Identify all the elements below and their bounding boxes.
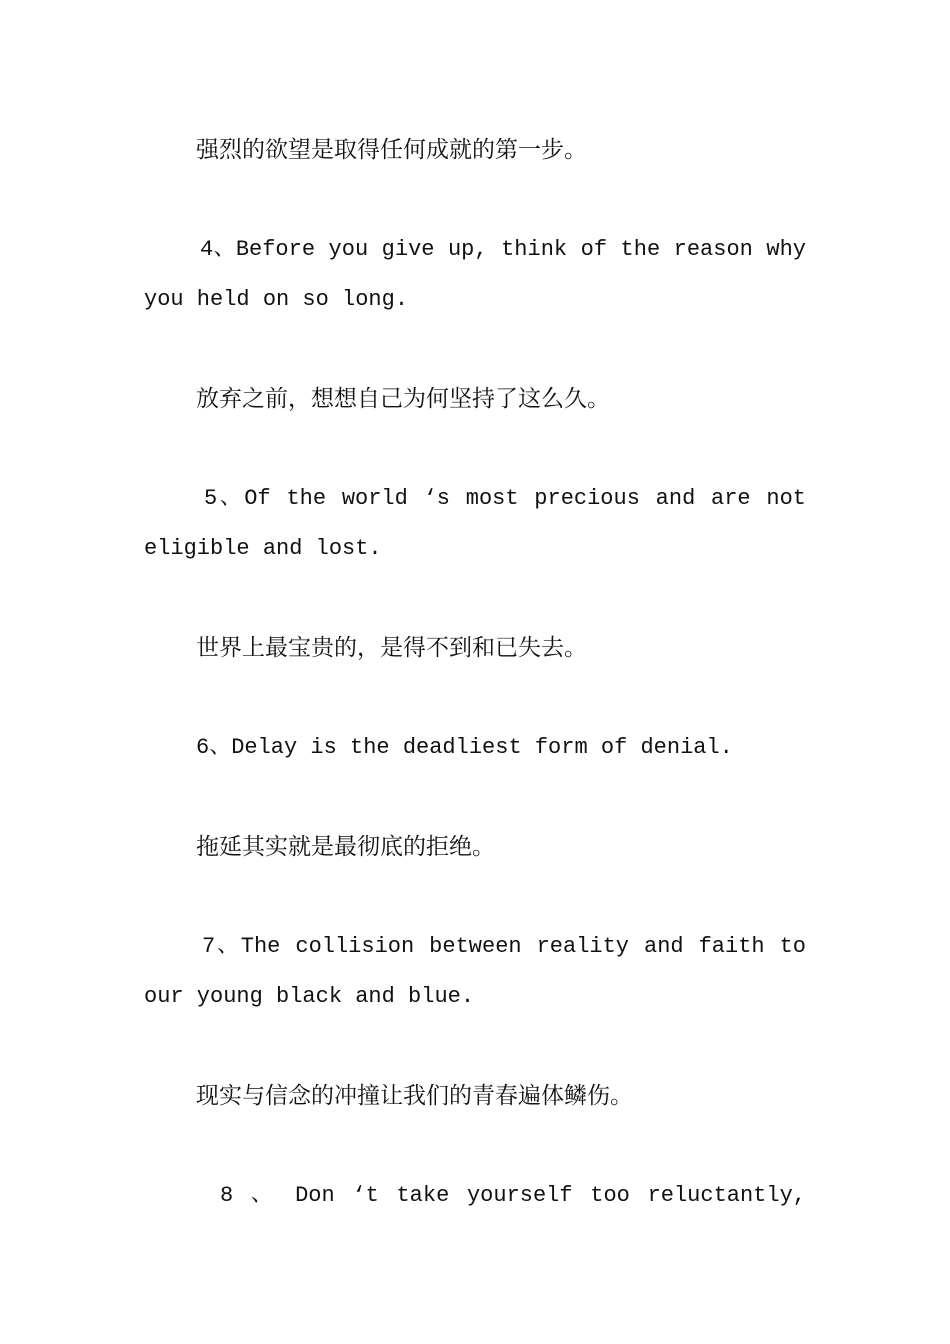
quote-3-chinese: 强烈的欲望是取得任何成就的第一步。 xyxy=(196,137,587,163)
quote-5-english-line-1: 5、Of the world ‘s most precious and are not xyxy=(204,486,806,511)
quote-7-english-line-1: 7、The collision between reality and faith to xyxy=(202,934,806,959)
quote-4-english-line-1: 4、Before you give up, think of the reason why xyxy=(200,237,806,262)
quote-8-english-line-1: 8 、 Don ‘t take yourself too reluctantly, xyxy=(220,1183,806,1208)
quote-6-chinese: 拖延其实就是最彻底的拒绝。 xyxy=(196,834,495,860)
quote-7-chinese: 现实与信念的冲撞让我们的青春遍体鳞伤。 xyxy=(196,1083,633,1109)
quote-7-english-line-2: our young black and blue. xyxy=(144,984,475,1009)
quote-4-chinese: 放弃之前，想想自己为何坚持了这么久。 xyxy=(196,386,610,412)
quote-5-chinese: 世界上最宝贵的，是得不到和已失去。 xyxy=(196,635,587,661)
quote-5-english-line-2: eligible and lost. xyxy=(144,536,382,561)
quote-6-english: 6、Delay is the deadliest form of denial. xyxy=(196,735,733,760)
quote-4-english-line-2: you held on so long. xyxy=(144,287,409,312)
